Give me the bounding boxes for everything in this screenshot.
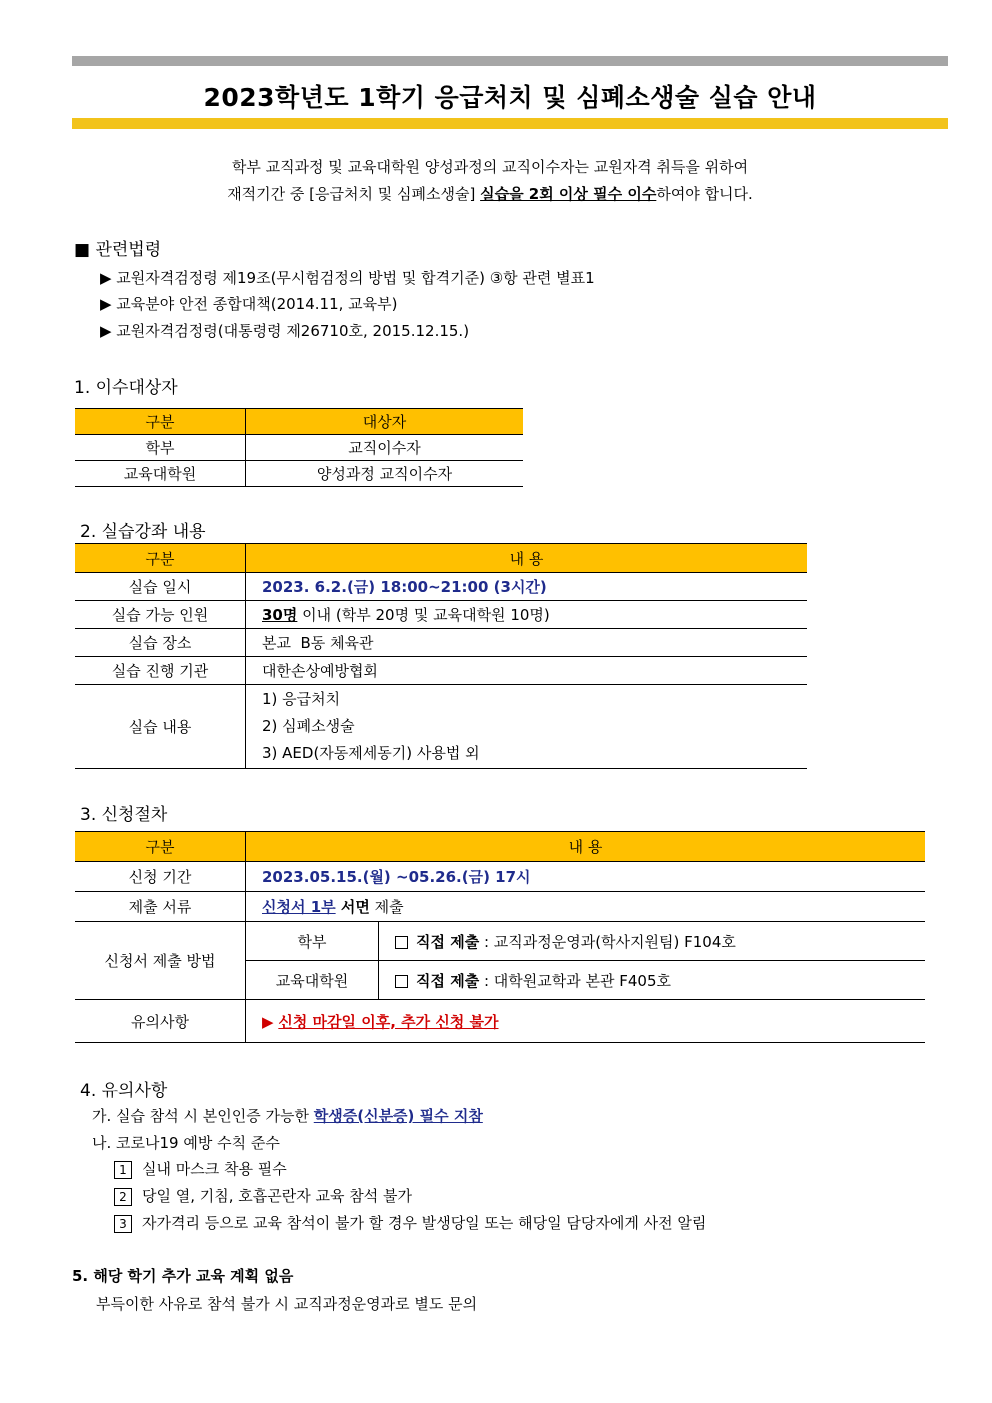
note-emphasis: 신청 마감일 이후, 추가 신청 불가 bbox=[278, 1012, 499, 1031]
course-capacity-value bbox=[246, 601, 808, 629]
method-group: 학부 bbox=[246, 922, 379, 961]
application-note-value bbox=[246, 1000, 926, 1043]
intro-text-end: 하여야 합니다. bbox=[656, 185, 753, 203]
course-label: 실습 가능 인원 bbox=[75, 601, 246, 629]
notice-sub-text: 자가격리 등으로 교육 참석이 불가 할 경우 발생당일 또는 해당일 담당자에게 사전 알림 bbox=[142, 1214, 707, 1232]
section5-text: 부득이한 사유로 참석 불가 시 교직과정운영과로 별도 문의 bbox=[96, 1295, 478, 1313]
section2-heading: 2. 실습강좌 내용 bbox=[80, 522, 206, 542]
table-row bbox=[75, 629, 807, 657]
course-content-value bbox=[246, 685, 808, 769]
application-label: 유의사항 bbox=[75, 1000, 246, 1043]
method-bold: 직접 제출 bbox=[416, 971, 480, 990]
method-group: 교육대학원 bbox=[246, 961, 379, 1000]
law-item: ▶ 교원자격검정령 제19조(무시험검정의 방법 및 합격기준) ③항 관련 별표1 bbox=[100, 269, 595, 287]
intro-line-1: 학부 교직과정 및 교육대학원 양성과정의 교직이수자는 교원자격 취득을 위하여 bbox=[231, 158, 749, 176]
course-label: 실습 일시 bbox=[75, 573, 246, 601]
intro-text: 재적기간 중 [응급처치 및 심폐소생술] bbox=[227, 185, 481, 203]
target-header-category: 구분 bbox=[75, 409, 246, 435]
intro-line-2 bbox=[72, 183, 908, 204]
laws-heading: ■ 관련법령 bbox=[74, 240, 162, 260]
application-period-value: 2023.05.15.(월) ~05.26.(금) 17시 bbox=[246, 862, 926, 892]
law-item: ▶ 교원자격검정령(대통령령 제26710호, 2015.12.15.) bbox=[100, 322, 470, 340]
law-item: ▶ 교육분야 안전 종합대책(2014.11, 교육부) bbox=[100, 295, 398, 313]
number-box-icon: 3 bbox=[114, 1215, 132, 1233]
target-header-target: 대상자 bbox=[246, 409, 524, 435]
arrow-icon: ▶ bbox=[262, 1012, 274, 1031]
course-label: 실습 장소 bbox=[75, 629, 246, 657]
checkbox-icon bbox=[395, 975, 408, 988]
application-label: 신청 기간 bbox=[75, 862, 246, 892]
target-cell: 교직이수자 bbox=[246, 435, 524, 461]
number-box-icon: 1 bbox=[114, 1161, 132, 1179]
table-row bbox=[75, 573, 807, 601]
course-date-value: 2023. 6.2.(금) 18:00~21:00 (3시간) bbox=[246, 573, 808, 601]
notice-sub-text: 실내 마스크 착용 필수 bbox=[142, 1160, 287, 1178]
method-value bbox=[379, 922, 926, 961]
table-row bbox=[75, 435, 523, 461]
page-title: 2023학년도 1학기 응급처치 및 심폐소생술 실습 안내 bbox=[203, 83, 817, 112]
section5-heading: 5. 해당 학기 추가 교육 계획 없음 bbox=[72, 1267, 294, 1285]
section3-heading: 3. 신청절차 bbox=[80, 805, 168, 825]
course-header-content: 내 용 bbox=[246, 544, 808, 573]
notice-sub-item bbox=[114, 1212, 706, 1233]
table-row bbox=[75, 1000, 925, 1043]
section4-heading: 4. 유의사항 bbox=[80, 1081, 168, 1101]
method-rest: : 대학원교학과 본관 F405호 bbox=[479, 971, 671, 990]
docs-emphasis: 신청서 1부 bbox=[262, 898, 336, 916]
method-bold: 직접 제출 bbox=[416, 932, 480, 951]
section1-heading: 1. 이수대상자 bbox=[74, 378, 178, 398]
notice-item-a bbox=[92, 1105, 483, 1126]
target-table bbox=[75, 408, 523, 487]
number-box-icon: 2 bbox=[114, 1188, 132, 1206]
list-item: 3) AED(자동제세동기) 사용법 외 bbox=[262, 744, 480, 762]
course-label: 실습 진행 기관 bbox=[75, 657, 246, 685]
notice-sub-text: 당일 열, 기침, 호흡곤란자 교육 참석 불가 bbox=[142, 1187, 412, 1205]
target-cell: 양성과정 교직이수자 bbox=[246, 461, 524, 487]
docs-rest: 제출 bbox=[369, 898, 404, 916]
table-row bbox=[75, 461, 523, 487]
method-rest: : 교직과정운영과(학사지원팀) F104호 bbox=[479, 932, 736, 951]
intro-emphasis: 실습을 2회 이상 필수 이수 bbox=[480, 185, 657, 203]
course-org-value: 대한손상예방협회 bbox=[246, 657, 808, 685]
title-bottom-bar bbox=[72, 118, 948, 129]
application-header-category: 구분 bbox=[75, 832, 246, 862]
docs-bold: 서면 bbox=[335, 898, 370, 916]
course-label: 실습 내용 bbox=[75, 685, 246, 769]
list-item: 1) 응급처치 bbox=[262, 690, 341, 708]
list-item: 2) 심폐소생술 bbox=[262, 717, 355, 735]
target-cell: 교육대학원 bbox=[75, 461, 246, 487]
table-row bbox=[75, 657, 807, 685]
course-header-category: 구분 bbox=[75, 544, 246, 573]
table-row bbox=[75, 601, 807, 629]
notice-sub-item bbox=[114, 1185, 412, 1206]
course-place-value: 본교 B동 체육관 bbox=[246, 629, 808, 657]
course-table bbox=[75, 543, 807, 769]
table-row bbox=[75, 922, 925, 961]
table-row bbox=[75, 685, 807, 769]
capacity-rest: 이내 (학부 20명 및 교육대학원 10명) bbox=[297, 606, 550, 624]
notice-text: 가. 실습 참석 시 본인인증 가능한 bbox=[92, 1107, 314, 1125]
notice-sub-item bbox=[114, 1158, 287, 1179]
table-row bbox=[75, 862, 925, 892]
application-header-content: 내 용 bbox=[246, 832, 926, 862]
table-row bbox=[75, 892, 925, 922]
target-cell: 학부 bbox=[75, 435, 246, 461]
checkbox-icon bbox=[395, 936, 408, 949]
notice-item-b: 나. 코로나19 예방 수칙 준수 bbox=[92, 1134, 280, 1152]
application-label: 제출 서류 bbox=[75, 892, 246, 922]
application-docs-value bbox=[246, 892, 926, 922]
capacity-emphasis: 30명 bbox=[262, 606, 298, 624]
application-table bbox=[75, 831, 925, 1043]
notice-emphasis: 학생증(신분증) 필수 지참 bbox=[313, 1107, 483, 1125]
title-top-bar bbox=[72, 56, 948, 66]
application-label: 신청서 제출 방법 bbox=[75, 922, 246, 1000]
method-value bbox=[379, 961, 926, 1000]
